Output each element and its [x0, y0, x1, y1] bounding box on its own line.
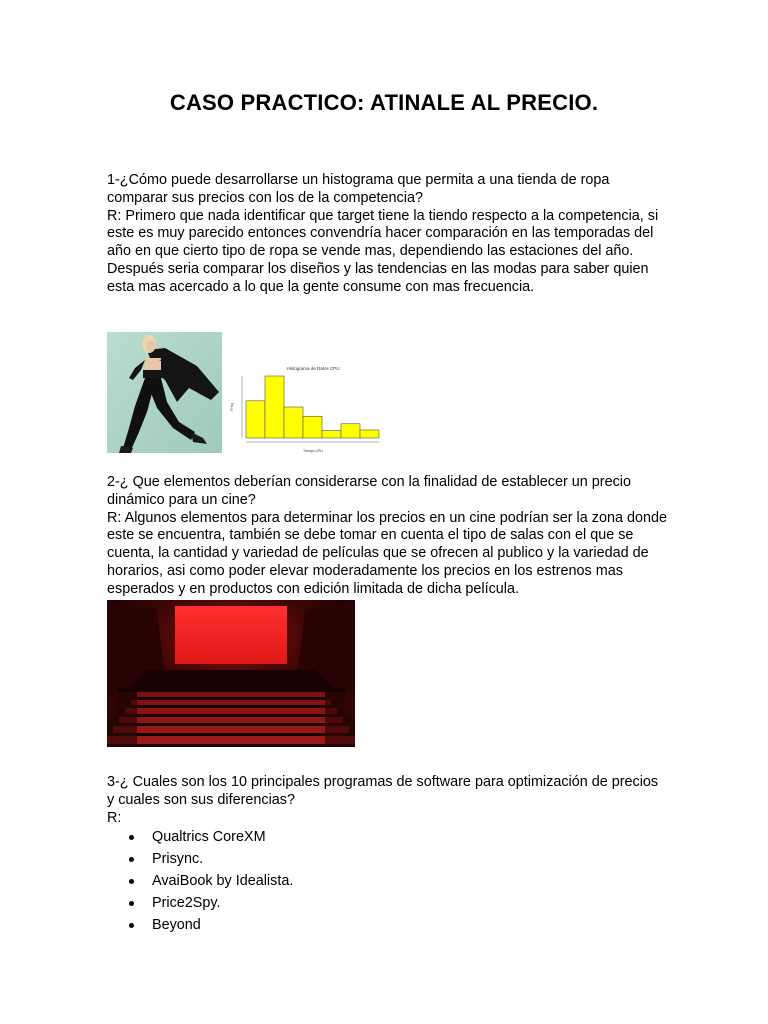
list-item — [107, 826, 293, 848]
list-item — [107, 892, 293, 914]
chart-x-label: Tiempo CPU — [303, 449, 323, 453]
list-item-label: Qualtrics CoreXM — [152, 829, 266, 845]
list-item-label: Beyond — [152, 917, 201, 933]
fashion-model-photo — [107, 332, 222, 453]
question-1-section — [107, 172, 667, 297]
question-3-text: 3-¿ Cuales son los 10 principales programas de software para optimización de precios y cuales son sus diferencias? — [107, 774, 659, 808]
histogram-bar — [303, 416, 322, 438]
list-item — [107, 870, 293, 892]
document-title: CASO PRACTICO: ATINALE AL PRECIO. — [169, 90, 599, 115]
answer-2-text: R: Algunos elementos para determinar los precios en un cine podrían ser la zona donde este se encuentra, también se debe tomar en cuenta el tipo de salas con el que se cuenta, la cantidad y variedad de películas que se ofrecen al publico y la variedad de horarios, asi como poder elevar moderadamente los precios en los estrenos mas esperados y en productos con edición limitada de dicha película. — [107, 509, 667, 597]
cinema-theater-photo — [107, 600, 355, 747]
question-2-text: 2-¿ Que elementos deberían considerarse con la finalidad de establecer un precio dinámico para un cine? — [107, 474, 631, 508]
question-3-section — [107, 774, 667, 827]
question-2-section — [107, 474, 667, 599]
list-item-label: AvaiBook by Idealista. — [152, 873, 294, 889]
list-item — [107, 914, 293, 936]
bullet-icon — [129, 835, 134, 840]
histogram-chart — [228, 362, 388, 454]
bullet-icon — [129, 901, 134, 906]
histogram-bar — [246, 401, 265, 438]
histogram-bars — [242, 376, 379, 442]
histogram-bar — [360, 430, 379, 438]
bullet-icon — [129, 923, 134, 928]
chart-title: Histograma de Datos CPU — [286, 366, 340, 371]
bullet-icon — [129, 857, 134, 862]
histogram-svg — [228, 362, 388, 454]
histogram-bar — [341, 424, 360, 438]
list-item-label: Prisync. — [152, 851, 204, 867]
bullet-icon — [129, 879, 134, 884]
answer-1-followup-text: Después seria comparar los diseños y las tendencias en las modas para saber quien esta mas acercado a lo que la gente consume con mas frecuencia. — [107, 260, 649, 295]
answer-3-label: R: — [107, 809, 122, 826]
answer-1-text: R: Primero que nada identificar que target tiene la tiendo respecto a la competencia, si este es muy parecido entonces convendría hacer comparación en las temporadas del año en que cierto tipo de ropa se vende mas, dependiendo las estaciones del año. — [107, 207, 659, 260]
software-list — [107, 826, 293, 936]
chart-y-label: Freq — [230, 403, 234, 411]
histogram-bar — [265, 376, 284, 438]
list-item — [107, 848, 293, 870]
histogram-bar — [284, 407, 303, 438]
question-1-text: 1-¿Cómo puede desarrollarse un histograma que permita a una tienda de ropa comparar sus precios con los de la competencia? — [107, 172, 610, 206]
histogram-bar — [322, 431, 341, 438]
list-item-label: Price2Spy. — [152, 895, 221, 911]
